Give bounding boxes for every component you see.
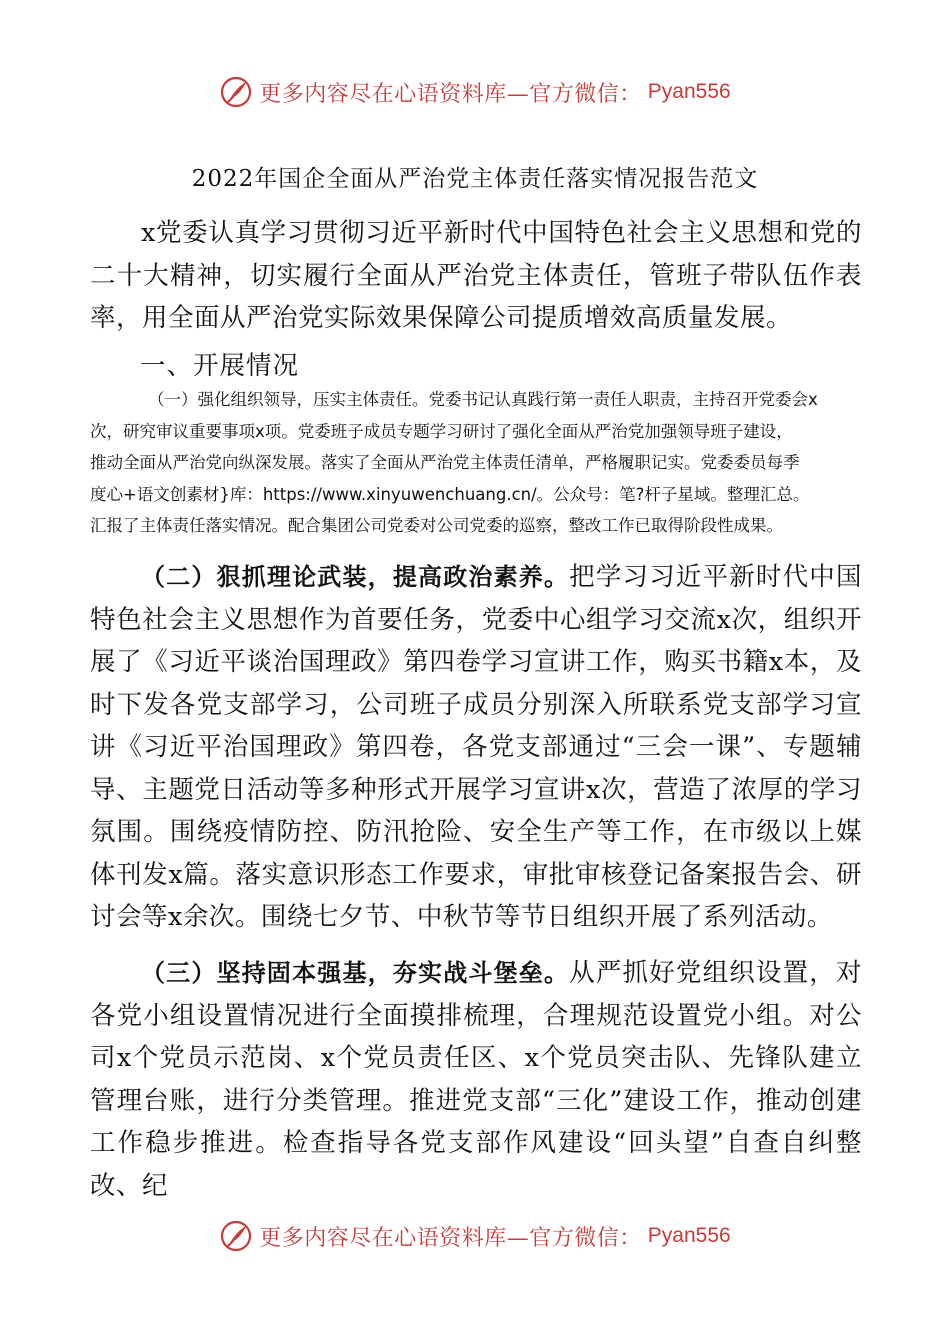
- item3-body: 从严抓好党组织设置，对各党小组设置情况进行全面摸排梳理，合理规范设置党小组。对公司x个党员示范岗、x个党员责任区、x个党员突击队、先锋队建立管理台账，进行分类管理。推进党支部“三化”建设工作，推动创建工作稳步推进。检查指导各党支部作风建设“回头望”自查自纠整改、纪: [90, 958, 862, 1201]
- item2-paragraph: [90, 556, 862, 939]
- header-watermark-banner: [0, 72, 950, 112]
- banner-wechat-id: Pyan556: [647, 1224, 731, 1247]
- footer-watermark-banner: [0, 1216, 950, 1256]
- banner-text: 更多内容尽在心语资料库—官方微信：: [259, 81, 642, 107]
- item1-paragraph: [90, 384, 870, 542]
- item2-body: 把学习习近平新时代中国特色社会主义思想作为首要任务，党委中心组学习交流x次，组织开展了《习近平谈治国理政》第四卷学习宣讲工作，购买书籍x本，及时下发各党支部学习，公司班子成员分别深入所联系党支部学习宣讲《习近平治国理政》第四卷，各党支部通过“三会一课”、专题辅导、主题党日活动等多种形式开展学习宣讲x次，营造了浓厚的学习氛围。围绕疫情防控、防汛抢险、安全生产等工作，在市级以上媒体刊发x篇。落实意识形态工作要求，审批审核登记备案报告会、研讨会等x余次。围绕七夕节、中秋节等节日组织开展了系列活动。: [90, 562, 862, 932]
- item1-line: 推动全面从严治党向纵深发展。落实了全面从严治党主体责任清单，严格履职记实。党委委员每季: [90, 453, 800, 472]
- item1-line: 次，研究审议重要事项x项。党委班子成员专题学习研讨了强化全面从严治党加强领导班子建设，: [90, 421, 793, 441]
- feather-pen-logo-icon: [219, 1219, 253, 1253]
- item3-paragraph: [90, 952, 862, 1207]
- banner-wechat-id: Pyan556: [647, 80, 731, 103]
- item1-line: （一）强化组织领导，压实主体责任。党委书记认真践行第一责任人职责，主持召开党委会x: [148, 390, 818, 409]
- banner-text: 更多内容尽在心语资料库—官方微信：: [259, 1225, 642, 1251]
- document-title: 2022年国企全面从严治党主体责任落实情况报告范文: [191, 166, 759, 192]
- item1-line: 度心+语文创素材}库：https://www.xinyuwenchuang.cn/。公众号：笔?杆子星域。整理汇总。: [90, 484, 810, 504]
- section-heading: 一、开展情况: [140, 351, 300, 381]
- item3-lead: （三）坚持固本强基，夯实战斗堡垒。: [141, 959, 570, 987]
- item1-line: 汇报了主体责任落实情况。配合集团公司党委对公司党委的巡察，整改工作已取得阶段性成果。: [90, 516, 783, 535]
- item2-lead: （二）狠抓理论武装，提高政治素养。: [141, 563, 570, 591]
- feather-pen-logo-icon: [219, 75, 253, 109]
- intro-paragraph: x党委认真学习贯彻习近平新时代中国特色社会主义思想和党的二十大精神，切实履行全面从严治党主体责任，管班子带队伍作表率，用全面从严治党实际效果保障公司提质增效高质量发展。: [90, 218, 862, 333]
